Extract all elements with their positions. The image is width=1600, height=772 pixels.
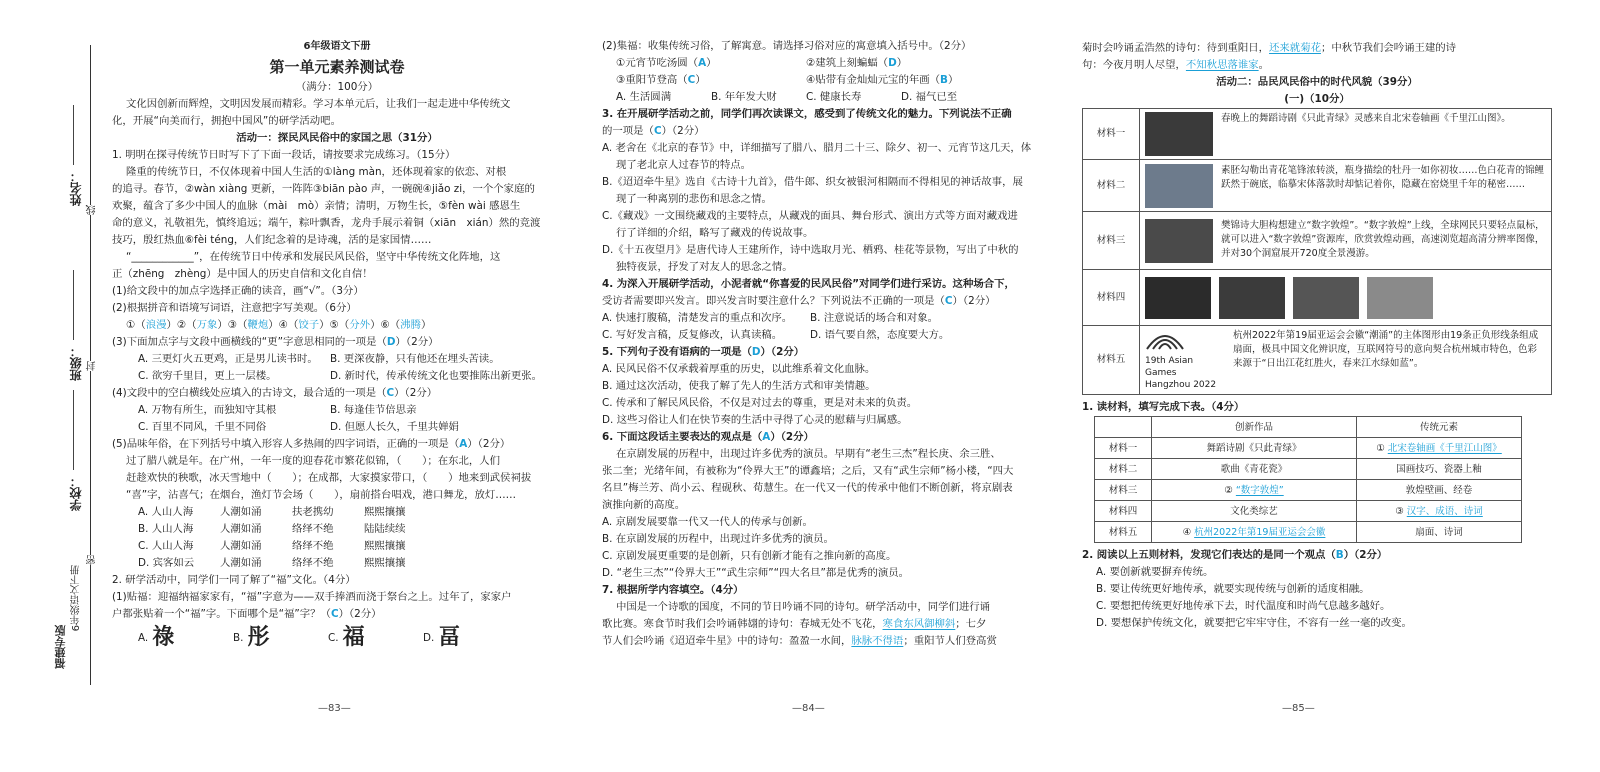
- option-line: D. “老生三杰”“伶界大王”“武生宗师”“四大名旦”都是优秀的演员。: [602, 567, 910, 579]
- answer-text: 饺子: [298, 319, 320, 331]
- sub-question-1-5: (5)品味年俗，在下列括号中填入形容人多热闹的四字词语，正确的一项是（A）（2分）: [112, 438, 511, 450]
- question-6: 6. 下面这段话主要表达的观点是（A）（2分）: [602, 431, 814, 443]
- class-blank[interactable]: [73, 270, 74, 340]
- option-line: D. 这些习俗让人们在快节奏的生活中寻得了心灵的慰藉与归属感。: [602, 414, 908, 426]
- material-key: 材料五: [1083, 326, 1140, 395]
- sub-question-1-2: (2)根据拼音和语境写词语，注意把字写美观。（6分）: [112, 302, 357, 314]
- option-line: B. 在京剧发展的历程中，出现过许多优秀的演员。: [602, 533, 834, 545]
- question-2: 2. 阅读以上五则材料，发现它们表达的是同一个观点（B）（2分）: [1082, 549, 1388, 561]
- option-line: 行了详细的介绍，略写了藏戏的传说故事。: [616, 227, 814, 239]
- option-line: B. 要让传统更好地传承，就要实现传统与创新的适度相融。: [1096, 583, 1370, 595]
- passage-line: 名旦”梅兰芳、尚小云、程砚秋、荀慧生。在一代又一代的传承中他们不断创新，将京剧表: [602, 482, 1013, 494]
- passage-line: 赶趁欢快的秧歌，冰天雪地中（ ）；在成都，大家摸家带口，（ ）地来到武侯祠拔: [126, 472, 532, 484]
- name-blank[interactable]: [73, 105, 74, 165]
- intro-line-2: 化，开展“向美而行，拥抱中国风”的研学活动吧。: [112, 115, 341, 127]
- glyph-option-a: A. 祿: [138, 625, 175, 650]
- option-line: 现了一种离别的悲伤和思念之情。: [616, 193, 772, 205]
- sub-question-1-3: (3)下面加点字与文段中画横线的“更”字意思相同的一项是（D）（2分）: [112, 336, 439, 348]
- option-line: C. 京剧发展更重要的是创新，只有创新才能有之推向新的高度。: [602, 550, 897, 562]
- page-84: [602, 38, 1034, 650]
- question-2: 2. 研学活动中，同学们一同了解了“福”文化。（4分）: [112, 574, 356, 586]
- sub-question-2-2: (2)集福：收集传统习俗，了解寓意。请选择习俗对应的寓意填入括号中。（2分）: [602, 40, 972, 52]
- material-key: 材料二: [1083, 160, 1140, 212]
- option-row: C. 百里不同风，千里不同俗 D. 但愿人长久，千里共婵娟: [138, 421, 459, 433]
- full-score: （满分：100分）: [295, 81, 379, 93]
- question-4: 4. 为深入开展研学活动，小泥者就“你喜爱的民风民俗”对同学们进行采访。这种场合下，: [602, 278, 1015, 290]
- name-label: 姓名：: [69, 170, 83, 206]
- class-label: 班级：: [69, 345, 83, 381]
- option-line: D.《十五夜望月》是唐代诗人王建所作，诗中选取月光、栖鸦、桂花等景物，写出了中秋的: [602, 244, 1019, 256]
- material-text: 杭州2022年第19届亚运会会徽“潮涌”的主体图形由19条正负形线条组成扇面，极具中国文化辨识度，互联网符号的意向契合杭州城市特色，色彩来源于“日出江花红胜火，春来江水绿如蓝”。: [1233, 330, 1539, 369]
- passage-line: 过了腊八就是年。在广州，一年一度的迎春花市繁花似锦，（ ）；在东北，人们: [126, 455, 501, 467]
- question-1: 1. 读材料，填写完成下表。（4分）: [1082, 401, 1245, 413]
- answer-text: “数字敦煌”: [1235, 484, 1284, 496]
- option-row: D. 宾客如云 人潮如涌 络绎不绝 熙熙攘攘: [138, 557, 406, 569]
- sub-question-2-1: (1)贴福：迎福纳福家家有，“福”字意为——双手捧酒而浇于祭台之上。过年了，家家户: [112, 591, 512, 603]
- intro-line-1: 文化因创新而辉煌，文明因发展而精彩。学习本单元后，让我们一起走进中华传统文: [126, 98, 511, 110]
- fill-header: [1095, 417, 1152, 438]
- material-key: 材料四: [1083, 270, 1140, 326]
- answer-text: 汉字、成语、诗词: [1406, 505, 1483, 517]
- fill-row: 材料二 歌曲《青花瓷》 国画技巧、瓷器上釉: [1095, 459, 1522, 480]
- material-row: [1083, 109, 1552, 160]
- answer-choice: C: [386, 387, 395, 399]
- binding-strip: [40, 45, 100, 685]
- show-photo: [1293, 277, 1359, 319]
- test-title: 第一单元素养测试卷: [269, 58, 405, 76]
- material-row: [1083, 160, 1552, 212]
- material-text: 素胚勾勒出青花笔锋浓转淡，瓶身描绘的牡丹一如你初妆……色白花青的锦鲤跃然于碗底，临摹宋体落款时却惦记着你，隐藏在窑烧里千年的秘密……: [1221, 164, 1545, 190]
- glyph-option-b: B. 彤: [233, 625, 270, 650]
- answer-text: 沸腾: [400, 319, 421, 331]
- activity-2-heading: 活动二：品民风民俗中的时代风貌（39分）: [1216, 76, 1418, 88]
- page-85: [1082, 40, 1552, 632]
- option-line: A. 老舍在《北京的春节》中，详细描写了腊八、腊月二十三、除夕、初一、元宵节这几天，体: [602, 142, 1032, 154]
- option-table: [112, 504, 562, 572]
- option-row: A. 万物有所生，而独知守其根 B. 每逢佳节倍思亲: [138, 404, 417, 416]
- answer-text: 鞭炮: [247, 319, 269, 331]
- poem-fill-line: 菊时会吟诵孟浩然的诗句：待到重阳日，还来就菊花；中秋节我们会吟诵王建的诗: [1082, 42, 1457, 54]
- logo-line-1: 19th Asian Games: [1145, 356, 1194, 378]
- activity-1-heading: 活动一：探民风民俗中的家国之思（31分）: [236, 132, 438, 144]
- series-label: 6年级语文下册: [71, 565, 82, 632]
- materials-table: [1082, 108, 1552, 395]
- page-number: —85—: [1282, 703, 1315, 714]
- option-line: B.《迢迢牵牛星》选自《古诗十九首》，借牛郎、织女被银河相隔而不得相见的神话故事，展: [602, 176, 1023, 188]
- option-row: A. 快速打腹稿，清楚发言的重点和次序。 B. 注意说话的场合和对象。: [602, 312, 939, 324]
- passage-line: 张二奎；光绪年间，有被称为“伶界大王”的谭鑫培；之后，又有“武生宗师”杨小楼，“四大: [602, 465, 1014, 477]
- fill-header-row: [1095, 417, 1522, 438]
- passage-line: 在京剧发展的历程中，出现过许多优秀的演员。早期有“老生三杰”程长庚、余三胜、: [616, 448, 1001, 460]
- option-row: B. 人山人海 人潮如涌 络绎不绝 陆陆续续: [138, 523, 406, 535]
- glyph-option-c: C. 福: [328, 625, 365, 650]
- grade-header: 6年级语文下册: [303, 41, 371, 52]
- fill-row: 材料三 ② “数字敦煌” 敦煌壁画、经卷: [1095, 480, 1522, 501]
- answer-text: 浪漫: [145, 319, 167, 331]
- page-83: [112, 38, 562, 653]
- passage-line: 欢聚，蕴含了多少中国人的血脉（mài mò）亲情；清明，万物生长，⑤fèn wài 感恩生: [112, 200, 521, 212]
- passage-line: “____________”，在传统节日中传承和发展民风民俗，坚守中华传统文化阵地，这: [126, 251, 501, 263]
- answer-choice: C: [330, 608, 339, 620]
- fill-header: 传统元素: [1357, 417, 1522, 438]
- material-key: 材料三: [1083, 212, 1140, 270]
- fill-table: [1094, 416, 1522, 543]
- material-text: 樊锦诗大胆构想建立“数字敦煌”。“数字敦煌”上线，全球网民只要轻点鼠标，就可以进入“数字敦煌”资源库，欣赏敦煌动画，高速浏览超高清分辨率图像，并对30个洞窟展开720度全景漫游。: [1221, 219, 1545, 259]
- material-row: [1083, 326, 1552, 395]
- sub-question-2-1-cont: 户都张贴着一个“福”字。下面哪个是“福”字？（C）（2分）: [112, 608, 382, 620]
- show-photo: [1145, 277, 1211, 319]
- option-line: 现了老北京人过春节的特点。: [616, 159, 752, 171]
- passage-line: 中国是一个诗歌的国度，不同的节日吟诵不同的诗句。研学活动中，同学们进行诵: [616, 601, 991, 613]
- option-row: C. 人山人海 人潮如涌 络绎不绝 熙熙攘攘: [138, 540, 406, 552]
- option-line: D. 要想保护传统文化，就要把它牢牢守住，不容有一丝一毫的改变。: [1096, 617, 1412, 629]
- fill-row: 材料四 文化类综艺 ③ 汉字、成语、诗词: [1095, 501, 1522, 522]
- fill-row: 材料一 舞蹈诗剧《只此青绿》 ① 北宋卷轴画《千里江山图》: [1095, 438, 1522, 459]
- question-1: 1. 明明在探寻传统节日时写下了下面一段话，请按要求完成练习。（15分）: [112, 149, 456, 161]
- option-row: A. 人山人海 人潮如涌 扶老携幼 熙熙攘攘: [138, 506, 406, 518]
- passage-line: “喜”字，沾喜气；在烟台，渔灯节会场（ ），扇前搭台唱戏，港口舞龙，放灯……: [126, 489, 517, 501]
- page-number: —83—: [318, 703, 351, 714]
- porcelain-photo: [1145, 164, 1213, 208]
- material-row: [1083, 270, 1552, 326]
- custom-row: ③重阳节登高（C） ④贴带有金灿灿元宝的年画（B）: [616, 74, 959, 86]
- answer-text: 杭州2022年第19届亚运会会徽: [1194, 526, 1326, 538]
- option-line: C. 要想把传统更好地传承下去，时代温度和时尚气息越多越好。: [1096, 600, 1391, 612]
- meaning-options: A. 生活圆满 B. 年年发大财 C. 健康长寿 D. 福气已至: [616, 91, 958, 103]
- option-row: C. 欲穷千里目，更上一层楼。 D. 新时代，传承传统文化也要推陈出新更张。: [138, 370, 543, 382]
- option-line: C.《藏戏》一文围绕藏戏的主要特点，从藏戏的面具、舞台形式、演出方式等方面对藏戏进: [602, 210, 1018, 222]
- passage-line: 的追寻。春节，②wàn xiàng 更新，一阵阵③biān pào 声，一碗碗④jiǎo zi，一个个家庭的: [112, 183, 535, 195]
- passage-line: 技巧，殷红热血⑥fèi téng，人们纪念着的是诗魂，活的是家国情……: [112, 234, 432, 246]
- fill-row: 材料五 ④ 杭州2022年第19届亚运会会徽 扇面、诗词: [1095, 522, 1522, 543]
- show-photo: [1367, 277, 1433, 319]
- answer-text: 不知秋思落谁家: [1185, 59, 1259, 71]
- answer-text: 还来就菊花: [1269, 42, 1321, 54]
- brand-label: 福建专版: [54, 625, 67, 669]
- material-key: 材料一: [1083, 109, 1140, 160]
- section-1-heading: (一)（10分）: [1284, 93, 1350, 105]
- fan-emblem-icon: [1145, 329, 1185, 351]
- passage-line: 正（zhēng zhèng）是中国人的历史自信和文化自信！: [112, 268, 373, 280]
- option-line: A. 京剧发展要靠一代又一代人的传承与创新。: [602, 516, 813, 528]
- answer-choice: A: [459, 438, 468, 450]
- answer-text: 北宋卷轴画《千里江山图》: [1387, 442, 1502, 454]
- answer-row-words: ①（浪漫）②（万象）③（鞭炮）④（饺子）⑤（分外）⑥（沸腾）: [126, 319, 432, 331]
- dance-photo: [1145, 112, 1213, 156]
- custom-row: ①元宵节吃汤圆（A） ②建筑上刻蝙蝠（D）: [616, 57, 908, 69]
- option-line: 独特夜景，抒发了对友人的思念之情。: [616, 261, 793, 273]
- asian-games-logo: [1145, 329, 1225, 391]
- question-5: 5. 下列句子没有语病的一项是（D）（2分）: [602, 346, 805, 358]
- material-row: [1083, 212, 1552, 270]
- answer-text: 分外: [349, 319, 371, 331]
- logo-line-2: Hangzhou 2022: [1145, 380, 1217, 390]
- portrait-photo: [1145, 219, 1213, 263]
- question-3-cont: 的一项是（C）（2分）: [602, 125, 705, 137]
- line-mark: 线: [84, 205, 101, 215]
- material-text: 春晚上的舞蹈诗剧《只此青绿》灵感来自北宋卷轴画《千里江山图》。: [1221, 113, 1511, 124]
- glyph-options: [112, 623, 562, 653]
- option-line: A. 民风民俗不仅承载着厚重的历史，以此维系着文化血脉。: [602, 363, 876, 375]
- passage-line: 命的意义，礼敬祖先，慎终追远；端午，粽叶飘香，龙舟手展示着铜（xiān xián）然的竞渡: [112, 217, 541, 229]
- option-line: B. 通过这次活动，使我了解了先人的生活方式和审美情趣。: [602, 380, 876, 392]
- passage-line: 隆重的传统节日，不仅体现着中国人生活的①làng màn，还体现着家的依恋、对根: [126, 166, 507, 178]
- fill-header: 创新作品: [1152, 417, 1357, 438]
- question-3: 3. 在开展研学活动之前，同学们再次读课文，感受到了传统文化的魅力。下列说法不正确: [602, 108, 1012, 120]
- poem-fill-line: 节人们会吟诵《迢迢牵牛星》中的诗句：盈盈一水间，脉脉不得语；重阳节人们登高赏: [602, 635, 997, 647]
- question-7: 7. 根据所学内容填空。（4分）: [602, 584, 744, 596]
- tight-mark: 密: [84, 555, 101, 565]
- question-4-cont: 受访者需要即兴发言。即兴发言时要注意什么？下列说法不正确的一项是（C）（2分）: [602, 295, 996, 307]
- answer-text: 脉脉不得语: [851, 635, 904, 647]
- poem-fill-line: 句：今夜月明人尽望，不知秋思落谁家。: [1082, 59, 1270, 71]
- option-line: A. 要创新就要摒弃传统。: [1096, 566, 1214, 578]
- school-blank[interactable]: [73, 390, 74, 470]
- answer-choice: D: [386, 336, 396, 348]
- school-label: 学校：: [69, 475, 83, 511]
- passage-line: 演推向新的高度。: [602, 499, 686, 511]
- poem-fill-line: 歌比赛。寒食节时我们会吟诵韩翃的诗句：春城无处不飞花，寒食东风御柳斜；七夕: [602, 618, 987, 630]
- option-line: C. 传承和了解民风民俗，不仅是对过去的尊重，更是对未来的负责。: [602, 397, 918, 409]
- answer-text: 寒食东风御柳斜: [882, 618, 956, 630]
- seal-mark: 封: [84, 361, 101, 371]
- glyph-option-d: D. 畐: [423, 625, 461, 650]
- show-photo: [1219, 277, 1285, 319]
- option-row: C. 写好发言稿，反复修改，认真读稿。 D. 语气要自然，态度要大方。: [602, 329, 950, 341]
- sub-question-1-4: (4)文段中的空白横线处应填入的古诗文，最合适的一项是（C）（2分）: [112, 387, 438, 399]
- page-number: —84—: [792, 703, 825, 714]
- answer-text: 万象: [196, 319, 218, 331]
- sub-question-1-1: (1)给文段中的加点字选择正确的读音，画“√”。（3分）: [112, 285, 364, 297]
- option-row: A. 三更灯火五更鸡，正是男儿读书时。 B. 更深夜静，只有他还在埋头苦读。: [138, 353, 500, 365]
